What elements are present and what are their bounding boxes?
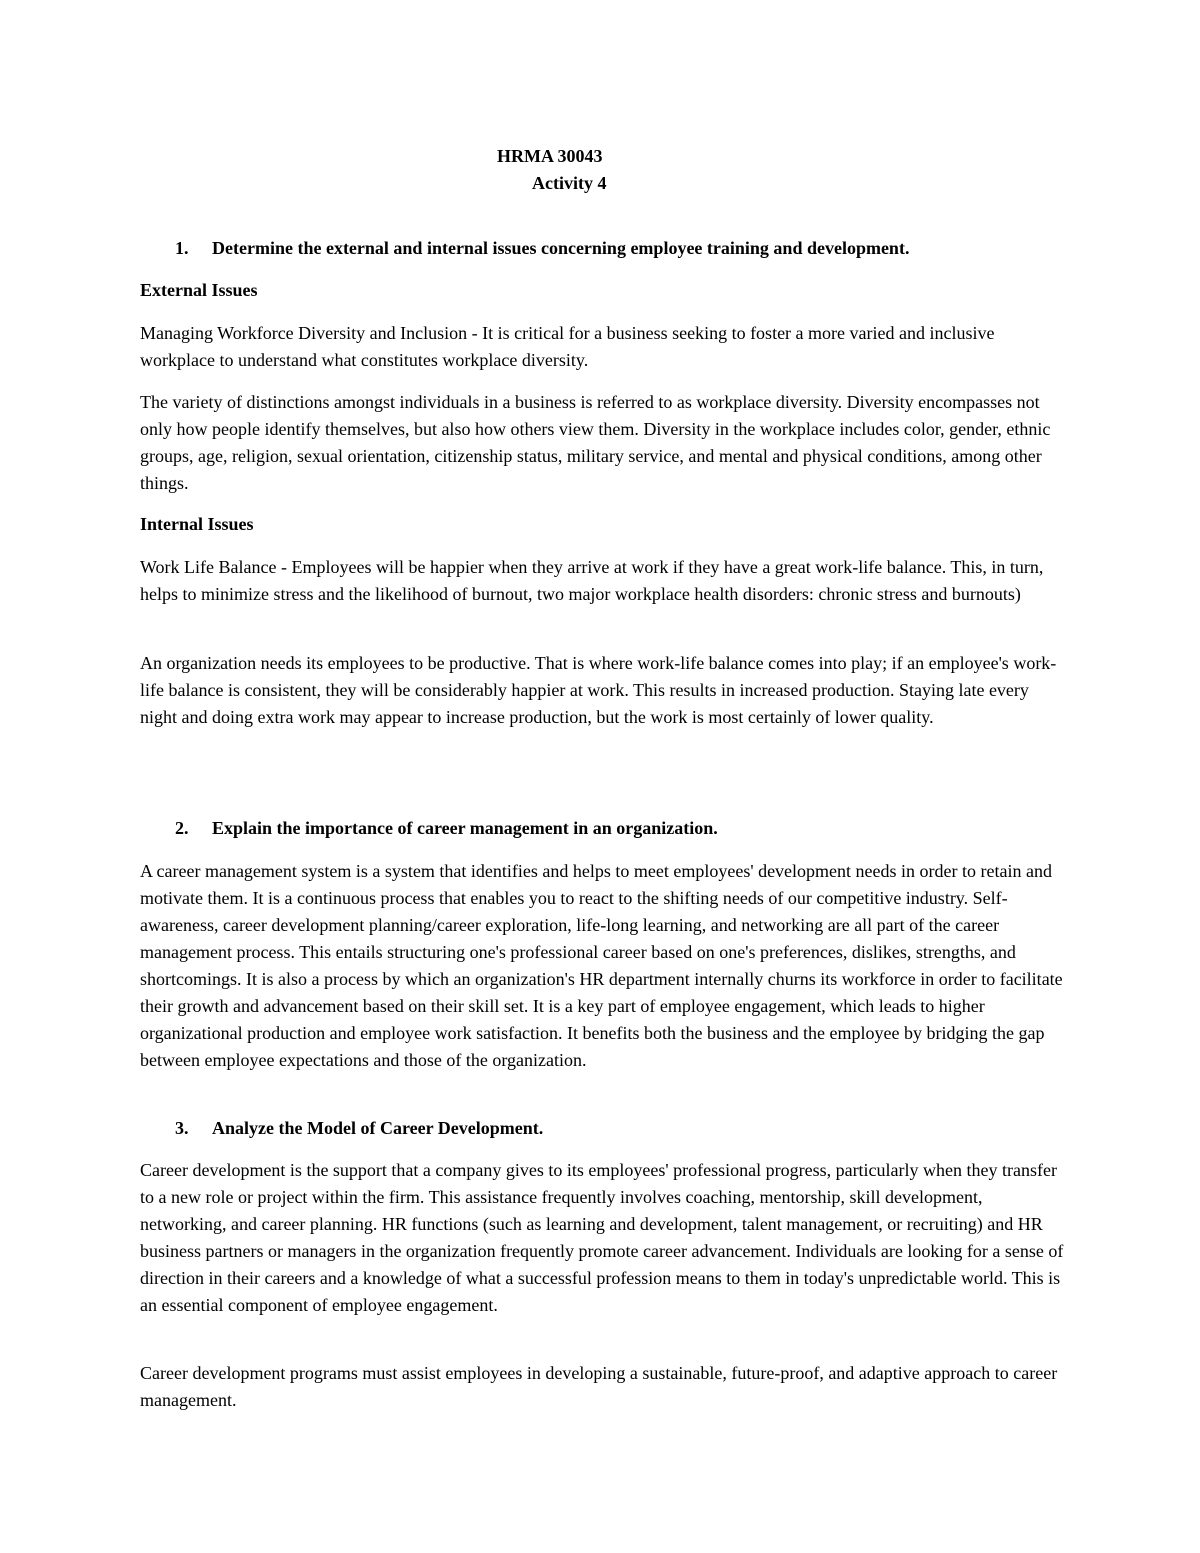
question-1-number: 1. (175, 238, 189, 258)
question-3 (175, 1115, 543, 1142)
career-development-paragraph-1: Career development is the support that a company gives to its employees' professional progress, particularly when they transfer to a new role or project within the firm. This assistance frequently involves coaching, mentorship, skill development, networking, and career planning. HR functions (such as learning and development, talent management, or recruiting) and HR business partners or managers in the organization frequently promote career advancement. Individuals are looking for a sense of direction in their careers and a knowledge of what a successful profession means to them in today's unpredictable world. This is an essential component of employee engagement. (140, 1160, 1064, 1315)
activity-title: Activity 4 (532, 173, 607, 193)
question-2 (175, 815, 718, 842)
course-code: HRMA 30043 (497, 146, 603, 166)
career-management-paragraph: A career management system is a system that identifies and helps to meet employees' development needs in order to retain and motivate them. It is a continuous process that enables you to react to the shifting needs of our competitive industry. Self-awareness, career development planning/career exploration, life-long learning, and networking are all part of the career management process. This entails structuring one's professional career based on one's preferences, dislikes, strengths, and shortcomings. It is also a process by which an organization's HR department internally churns its workforce in order to facilitate their growth and advancement based on their skill set. It is a key part of employee engagement, which leads to higher organizational production and employee work satisfaction. It benefits both the business and the employee by bridging the gap between employee expectations and those of the organization. (140, 861, 1063, 1070)
question-2-text: Explain the importance of career management in an organization. (212, 818, 718, 838)
question-1-text: Determine the external and internal issues concerning employee training and development. (212, 238, 910, 258)
external-issues-heading: External Issues (140, 280, 258, 300)
career-development-paragraph-2: Career development programs must assist employees in developing a sustainable, future-proof, and adaptive approach to career management. (140, 1363, 1058, 1410)
external-issues-paragraph-2: The variety of distinctions amongst individuals in a business is referred to as workplace diversity. Diversity encompasses not only how people identify themselves, but also how others view them. Diversity in the workplace includes color, gender, ethnic groups, age, religion, sexual orientation, citizenship status, military service, and mental and physical conditions, among other things. (140, 392, 1051, 493)
internal-issues-paragraph-1: Work Life Balance - Employees will be happier when they arrive at work if they have a great work-life balance. This, in turn, helps to minimize stress and the likelihood of burnout, two major workplace health disorders: chronic stress and burnouts) (140, 557, 1044, 604)
question-2-number: 2. (175, 818, 189, 838)
internal-issues-paragraph-2: An organization needs its employees to be productive. That is where work-life balance comes into play; if an employee's work-life balance is consistent, they will be considerably happier at work. This results in increased production. Staying late every night and doing extra work may appear to increase production, but the work is most certainly of lower quality. (140, 653, 1057, 727)
external-issues-paragraph-1: Managing Workforce Diversity and Inclusion - It is critical for a business seeking to foster a more varied and inclusive workplace to understand what constitutes workplace diversity. (140, 323, 995, 370)
question-3-text: Analyze the Model of Career Development. (212, 1118, 544, 1138)
question-1 (175, 235, 909, 262)
internal-issues-heading: Internal Issues (140, 514, 254, 534)
question-3-number: 3. (175, 1118, 189, 1138)
